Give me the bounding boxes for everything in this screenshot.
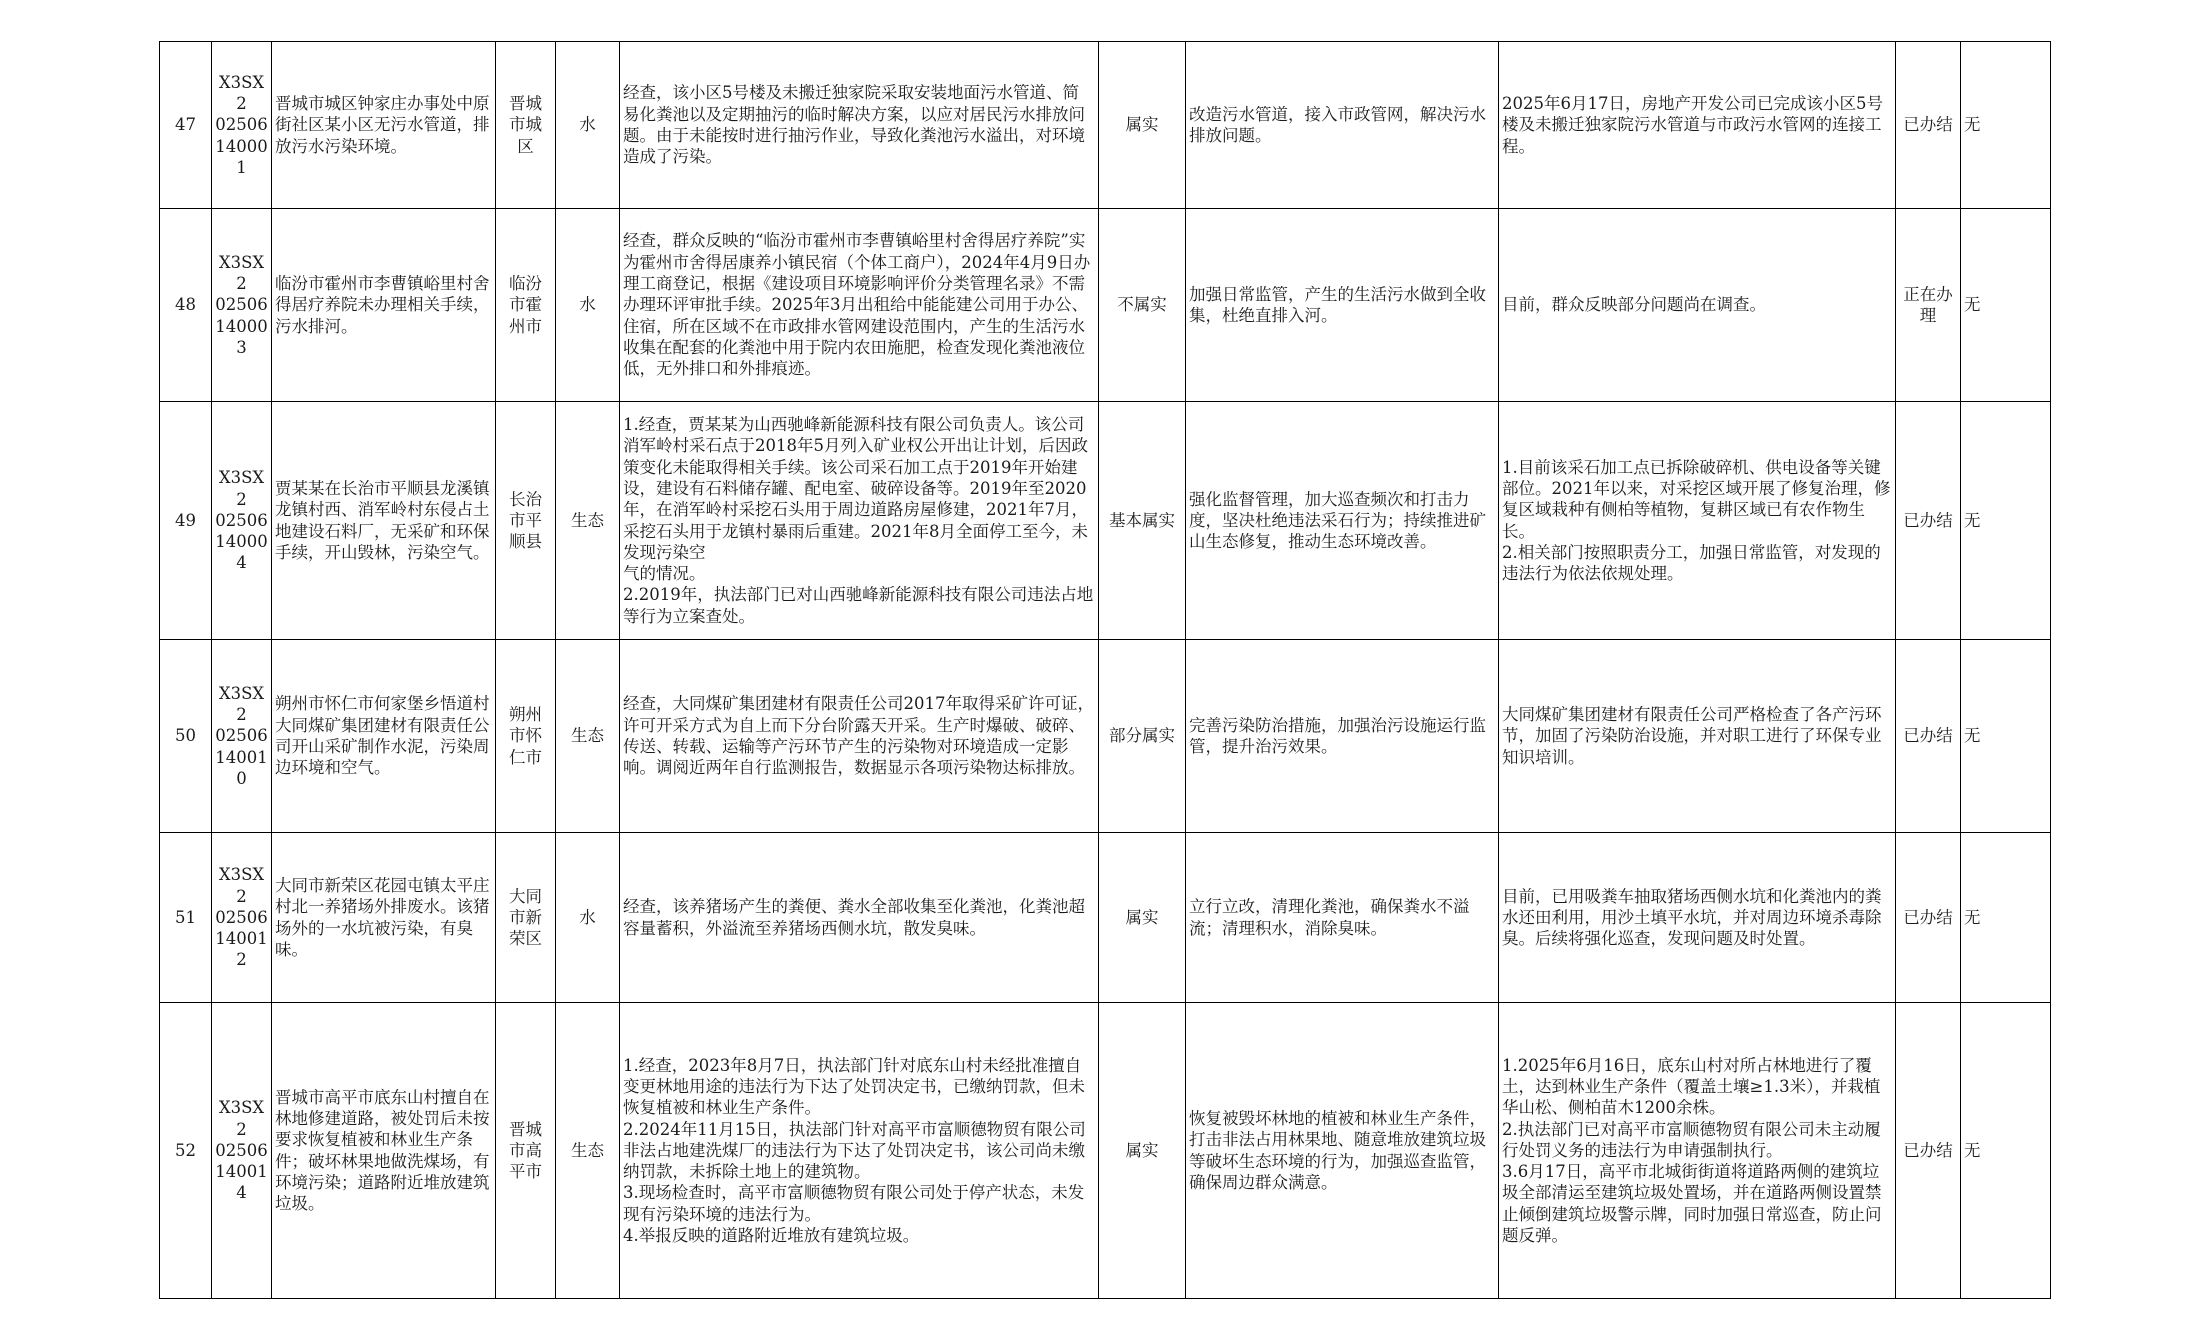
complaint-text: 朔州市怀仁市何家堡乡悟道村大同煤矿集团建材有限责任公司开山采矿制作水泥，污染周边环境和空气。 [272,640,496,833]
investigation-text: 1.经查，2023年8月7日，执法部门针对底东山村未经批准擅自变更林地用途的违法行为下达了处罚决定书，已缴纳罚款，但未恢复植被和林业生产条件。 2.2024年11月15日，执法部门针对高平市富顺德物贸有限公司非法占地建洗煤厂的违法行为下达了处罚决定书，该公司尚未缴纳罚款，未拆除土地上的建筑物。 3.现场检查时，高平市富顺德物贸有限公司处于停产状态，未发现有污染环境的违法行为。 4.举报反映的道路附近堆放有建筑垃圾。 [620,1003,1099,1299]
measures-text: 恢复被毁坏林地的植被和林业生产条件，打击非法占用林果地、随意堆放建筑垃圾等破坏生态环境的行为，加强巡查监管，确保周边群众满意。 [1186,1003,1499,1299]
status: 已办结 [1896,42,1961,209]
complaint-text: 晋城市高平市底东山村擅自在林地修建道路，被处罚后未按要求恢复植被和林业生产条件；破坏林果地做洗煤场，有环境污染；道路附近堆放建筑垃圾。 [272,1003,496,1299]
accountability: 无 [1961,42,2051,209]
table-row [160,402,2051,640]
case-code: X3SX2 02506 14000 1 [212,42,272,209]
accountability: 无 [1961,209,2051,402]
progress-text: 大同煤矿集团建材有限责任公司严格检查了各产污环节，加固了污染防治设施，并对职工进行了环保专业知识培训。 [1499,640,1896,833]
table-row [160,209,2051,402]
progress-text: 1.目前该采石加工点已拆除破碎机、供电设备等关键部位。2021年以来，对采挖区域开展了修复治理，修复区域栽种有侧柏等植物，复耕区域已有农作物生长。 2.相关部门按照职责分工，加强日常监管，对发现的违法行为依法依规处理。 [1499,402,1896,640]
accountability: 无 [1961,402,2051,640]
row-number: 51 [160,833,212,1003]
measures-text: 加强日常监管，产生的生活污水做到全收集，杜绝直排入河。 [1186,209,1499,402]
progress-text: 1.2025年6月16日，底东山村对所占林地进行了覆土，达到林业生产条件（覆盖土壤≥1.3米），并栽植华山松、侧柏苗木1200余株。 2.执法部门已对高平市富顺德物贸有限公司未主动履行处罚义务的违法行为申请强制执行。 3.6月17日，高平市北城街街道将道路两侧的建筑垃圾全部清运至建筑垃圾处置场，并在道路两侧设置禁止倾倒建筑垃圾警示牌，同时加强日常巡查，防止问题反弹。 [1499,1003,1896,1299]
investigation-text: 经查，该小区5号楼及未搬迁独家院采取安装地面污水管道、简易化粪池以及定期抽污的临时解决方案，以应对居民污水排放问题。由于未能按时进行抽污作业，导致化粪池污水溢出，对环境造成了污染。 [620,42,1099,209]
row-number: 49 [160,402,212,640]
location: 朔州 市怀 仁市 [496,640,556,833]
pollution-type: 水 [556,209,620,402]
progress-text: 2025年6月17日，房地产开发公司已完成该小区5号楼及未搬迁独家院污水管道与市政污水管网的连接工程。 [1499,42,1896,209]
complaint-text: 贾某某在长治市平顺县龙溪镇龙镇村西、消军岭村东侵占土地建设石料厂，无采矿和环保手续，开山毁林，污染空气。 [272,402,496,640]
pollution-type: 生态 [556,640,620,833]
measures-text: 改造污水管道，接入市政管网，解决污水排放问题。 [1186,42,1499,209]
verdict: 属实 [1099,1003,1186,1299]
location: 大同 市新 荣区 [496,833,556,1003]
investigation-text: 经查，大同煤矿集团建材有限责任公司2017年取得采矿许可证，许可开采方式为自上而下分台阶露天开采。生产时爆破、破碎、传送、转载、运输等产污环节产生的污染物对环境造成一定影响。调阅近两年自行监测报告，数据显示各项污染物达标排放。 [620,640,1099,833]
complaint-table [159,41,2051,1299]
accountability: 无 [1961,640,2051,833]
row-number: 48 [160,209,212,402]
pollution-type: 水 [556,833,620,1003]
case-code: X3SX2 02506 14000 3 [212,209,272,402]
accountability: 无 [1961,833,2051,1003]
location: 临汾 市霍 州市 [496,209,556,402]
verdict: 部分属实 [1099,640,1186,833]
complaint-text: 晋城市城区钟家庄办事处中原街社区某小区无污水管道，排放污水污染环境。 [272,42,496,209]
measures-text: 强化监督管理，加大巡查频次和打击力度，坚决杜绝违法采石行为；持续推进矿山生态修复，推动生态环境改善。 [1186,402,1499,640]
verdict: 基本属实 [1099,402,1186,640]
location: 晋城 市高 平市 [496,1003,556,1299]
complaint-text: 临汾市霍州市李曹镇峪里村舍得居疗养院未办理相关手续，污水排河。 [272,209,496,402]
verdict: 属实 [1099,833,1186,1003]
status: 已办结 [1896,402,1961,640]
status: 已办结 [1896,833,1961,1003]
table-row [160,833,2051,1003]
complaint-text: 大同市新荣区花园屯镇太平庄村北一养猪场外排废水。该猪场外的一水坑被污染，有臭味。 [272,833,496,1003]
measures-text: 完善污染防治措施，加强治污设施运行监管，提升治污效果。 [1186,640,1499,833]
case-code: X3SX2 02506 14000 4 [212,402,272,640]
row-number: 52 [160,1003,212,1299]
status: 已办结 [1896,640,1961,833]
case-code: X3SX2 02506 14001 4 [212,1003,272,1299]
pollution-type: 生态 [556,402,620,640]
progress-text: 目前，已用吸粪车抽取猪场西侧水坑和化粪池内的粪水还田利用，用沙土填平水坑，并对周边环境杀毒除臭。后续将强化巡查，发现问题及时处置。 [1499,833,1896,1003]
status: 已办结 [1896,1003,1961,1299]
row-number: 47 [160,42,212,209]
location: 晋城 市城 区 [496,42,556,209]
table-row [160,1003,2051,1299]
status: 正在办 理 [1896,209,1961,402]
case-code: X3SX2 02506 14001 2 [212,833,272,1003]
table-row [160,640,2051,833]
accountability: 无 [1961,1003,2051,1299]
pollution-type: 水 [556,42,620,209]
verdict: 不属实 [1099,209,1186,402]
investigation-text: 经查，该养猪场产生的粪便、粪水全部收集至化粪池，化粪池超容量蓄积，外溢流至养猪场西侧水坑，散发臭味。 [620,833,1099,1003]
measures-text: 立行立改，清理化粪池，确保粪水不溢流；清理积水，消除臭味。 [1186,833,1499,1003]
investigation-text: 经查，群众反映的“临汾市霍州市李曹镇峪里村舍得居疗养院”实为霍州市舍得居康养小镇民宿（个体工商户），2024年4月9日办理工商登记，根据《建设项目环境影响评价分类管理名录》不需办理环评审批手续。2025年3月出租给中能能建公司用于办公、住宿，所在区域不在市政排水管网建设范围内，产生的生活污水收集在配套的化粪池中用于院内农田施肥，检查发现化粪池液位低，无外排口和外排痕迹。 [620,209,1099,402]
case-code: X3SX2 02506 14001 0 [212,640,272,833]
row-number: 50 [160,640,212,833]
investigation-text: 1.经查，贾某某为山西驰峰新能源科技有限公司负责人。该公司消军岭村采石点于2018年5月列入矿业权公开出让计划，后因政策变化未能取得相关手续。该公司采石加工点于2019年开始建设，建设有石料储存罐、配电室、破碎设备等。2019年至2020年，在消军岭村采挖石头用于周边道路房屋修建，2021年7月，采挖石头用于龙镇村暴雨后重建。2021年8月全面停工至今，未发现污染空 气的情况。 2.2019年，执法部门已对山西驰峰新能源科技有限公司违法占地等行为立案查处。 [620,402,1099,640]
progress-text: 目前，群众反映部分问题尚在调查。 [1499,209,1896,402]
pollution-type: 生态 [556,1003,620,1299]
location: 长治 市平 顺县 [496,402,556,640]
verdict: 属实 [1099,42,1186,209]
table-row [160,42,2051,209]
